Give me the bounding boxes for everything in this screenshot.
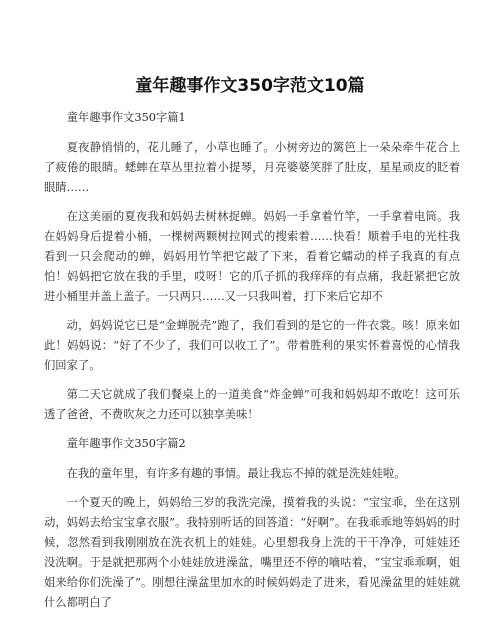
section-heading: 童年趣事作文350字篇2 bbox=[66, 437, 186, 450]
paragraph: 夏夜静悄悄的，花儿睡了，小草也睡了。小树旁边的篱笆上一朵朵牵牛花合上了疲倦的眼睛。蟋蟀在草丛里拉着小提琴，月亮婆婆笑胖了肚皮，星星顽皮的眨着眼睛…… bbox=[44, 141, 460, 194]
section-heading: 童年趣事作文350字篇1 bbox=[66, 111, 186, 124]
document-title: 童年趣事作文350字范文10篇 bbox=[135, 76, 365, 96]
paragraph: 动，妈妈说它已是“金蝉脱壳”跑了，我们看到的是它的一件衣裳。咳！原来如此！妈妈说：“好了不少了，我们可以收工了”。带着胜利的果实怀着喜悦的心情我们回家了。 bbox=[44, 319, 460, 372]
paragraph: 一个夏天的晚上，妈妈给三岁的我洗完澡，摸着我的头说：“宝宝乖，坐在这别动，妈妈去给宝宝拿衣服”。我特别听话的回答道：“好啊”。在我乖乖地等妈妈的时候，忽然看到我刚刚放在洗衣机上的娃娃。心里想我身上洗的干干净净，可娃娃还没洗啊。于是就把那两个小娃娃放进澡盆，嘴里还不停的嘀咕着，“宝宝乖乖啊，姐姐来给你们洗澡了”。刚想往澡盆里加水的时候妈妈走了进来，看见澡盆里的娃娃就什么都明白了 bbox=[44, 496, 460, 609]
paragraph: 在我的童年里，有许多有趣的事情。最让我忘不掉的就是洗娃娃啦。 bbox=[66, 467, 406, 480]
document-body bbox=[44, 108, 460, 622]
paragraph: 在这美丽的夏夜我和妈妈去树林捉蝉。妈妈一手拿着竹竿，一手拿着电筒。我在妈妈身后提着小桶，一棵树两颗树拉网式的搜索着……快看！顺着手电的光柱我看到一只会爬动的蝉，妈妈用竹竿把它敲了下来，看着它蠕动的样子我真的有点怕！妈妈把它放在我的手里，哎呀！它的爪子抓的我痒痒的有点痛，我赶紧把它放进小桶里并盖上盖子。一只两只……又一只我叫着，打下来后它却不 bbox=[44, 210, 460, 303]
paragraph: 第二天它就成了我们餐桌上的一道美食“炸金蝉”可我和妈妈却不敢吃！这可乐透了爸爸，不费吹灰之力还可以独享美味！ bbox=[44, 388, 460, 421]
